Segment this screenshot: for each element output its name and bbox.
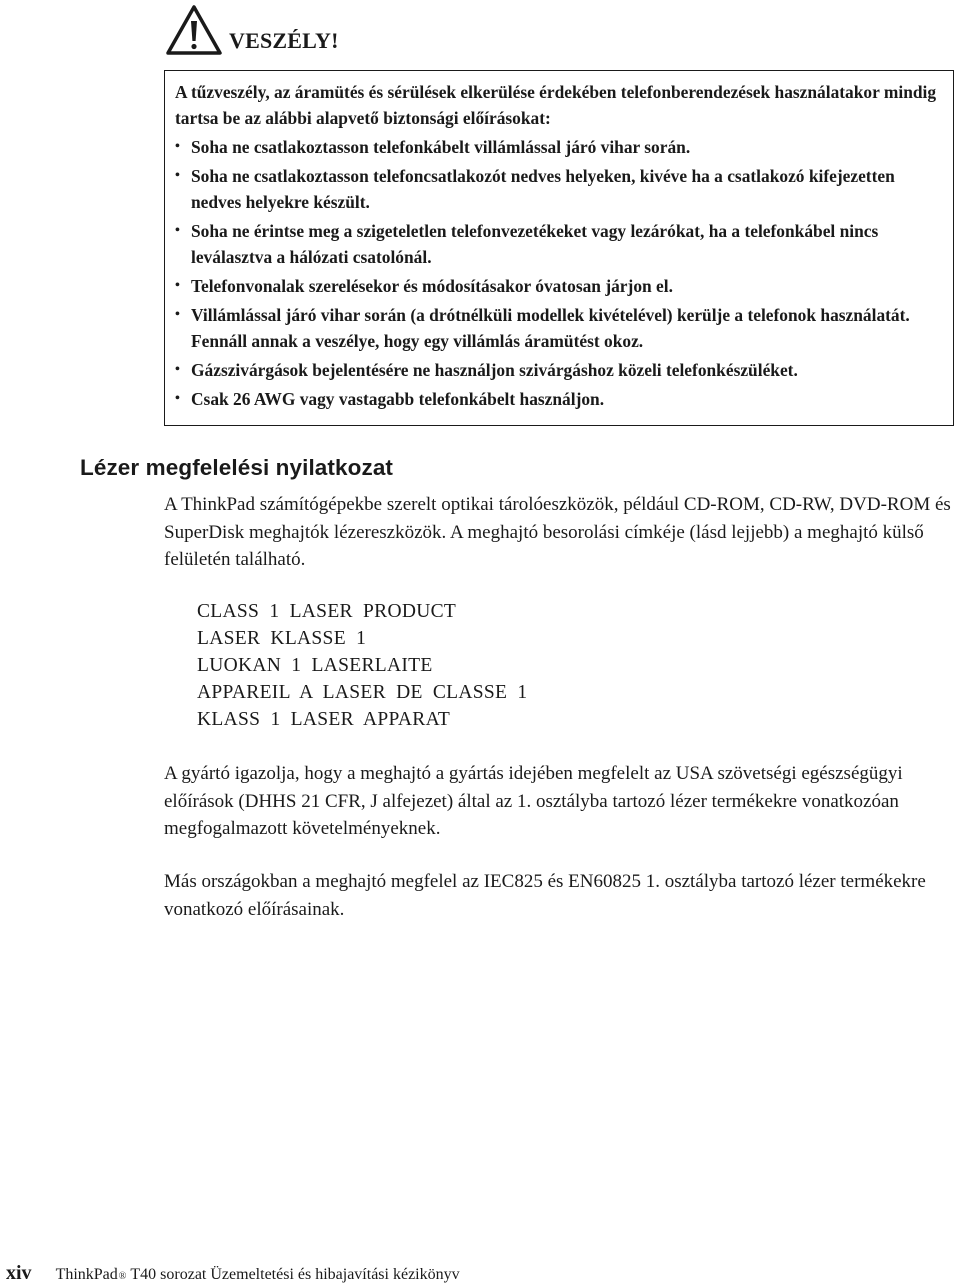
bullet-icon: • — [175, 223, 180, 238]
danger-item-text: Telefonvonalak szerelésekor és módosításakor óvatosan járjon el. — [191, 276, 673, 296]
bullet-icon: • — [175, 391, 180, 406]
bullet-icon: • — [175, 168, 180, 183]
danger-notice-box — [164, 70, 954, 426]
other-countries-paragraph: Más országokban a meghajtó megfelel az IEC825 és EN60825 1. osztályba tartozó lézer termékekre vonatkozó előírásainak. — [164, 871, 926, 920]
laser-class-labels — [197, 598, 527, 733]
danger-title: VESZÉLY! — [229, 28, 339, 53]
danger-item-text: Gázszivárgások bejelentésére ne használjon szivárgáshoz közeli telefonkészüléket. — [191, 360, 798, 380]
registered-mark: ® — [118, 1271, 127, 1282]
laser-class-label: LUOKAN 1 LASERLAITE — [197, 655, 433, 676]
warning-icon — [165, 4, 223, 56]
laser-class-label: CLASS 1 LASER PRODUCT — [197, 601, 457, 622]
danger-list-item — [175, 386, 943, 412]
page-footer — [6, 1262, 460, 1285]
section-heading-laser: Lézer megfelelési nyilatkozat — [80, 455, 394, 480]
footer-product-name: ThinkPad — [55, 1266, 118, 1283]
danger-item-text: Soha ne csatlakoztasson telefoncsatlakozót nedves helyeken, kivéve ha a csatlakozó kifejezetten nedves helyekre készült. — [191, 166, 895, 212]
danger-list-item — [175, 302, 943, 354]
danger-item-text: Soha ne érintse meg a szigeteletlen telefonvezetékeket vagy lezárókat, ha a telefonkábel nincs leválasztva a hálózati csatolónál. — [191, 221, 879, 267]
certification-paragraph: A gyártó igazolja, hogy a meghajtó a gyártás idejében megfelelt az USA szövetségi egészségügyi előírások (DHHS 21 CFR, J alfejezet) által az 1. osztályba tartozó lézer termékekre vonatkozóan megfogalmazott követelményeknek. — [164, 763, 903, 839]
danger-item-text: Soha ne csatlakoztasson telefonkábelt villámlással járó vihar során. — [191, 137, 691, 157]
laser-intro-paragraph: A ThinkPad számítógépekbe szerelt optikai tárolóeszközök, például CD-ROM, CD-RW, DVD-ROM és SuperDisk meghajtók lézereszközök. A meghajtó besorolási címkéje (lásd lejjebb) a meghajtó külső felületén található. — [164, 494, 951, 570]
danger-item-text: Villámlással járó vihar során (a drótnélküli modellek kivételével) kerülje a telefonok használatát. Fennáll annak a veszélye, hogy egy villámlás áramütést okoz. — [191, 305, 910, 351]
footer-book-title: T40 sorozat Üzemeltetési és hibajavítási kézikönyv — [130, 1266, 460, 1283]
danger-list-item — [175, 218, 943, 270]
laser-class-label: LASER KLASSE 1 — [197, 628, 367, 649]
bullet-icon: • — [175, 307, 180, 322]
laser-class-label: APPAREIL A LASER DE CLASSE 1 — [197, 682, 528, 703]
danger-list-item — [175, 357, 943, 383]
danger-intro: A tűzveszély, az áramütés és sérülések elkerülése érdekében telefonberendezések használatakor mindig tartsa be az alábbi alapvető biztonsági előírásokat: — [175, 82, 937, 128]
danger-list-item — [175, 273, 943, 299]
bullet-icon: • — [175, 362, 180, 377]
bullet-icon: • — [175, 278, 180, 293]
danger-item-text: Csak 26 AWG vagy vastagabb telefonkábelt használjon. — [191, 389, 605, 409]
bullet-icon: • — [175, 139, 180, 154]
laser-class-label: KLASS 1 LASER APPARAT — [197, 709, 451, 730]
danger-list — [175, 134, 943, 412]
page-number: xiv — [6, 1262, 32, 1284]
danger-list-item — [175, 163, 943, 215]
danger-header — [165, 4, 339, 56]
danger-list-item — [175, 134, 943, 160]
